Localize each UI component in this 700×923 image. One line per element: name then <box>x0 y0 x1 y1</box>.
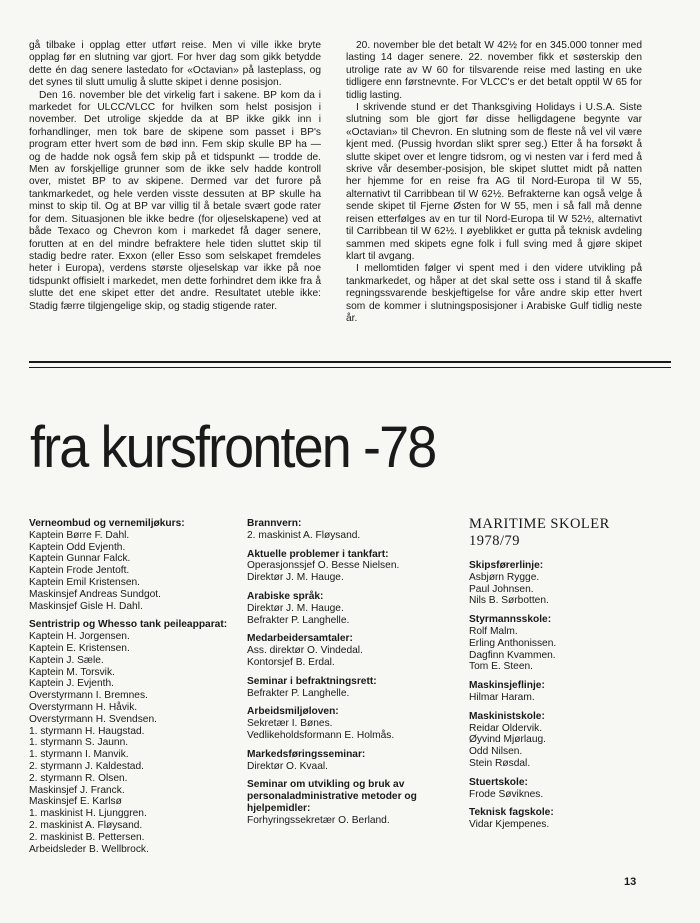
participant-name: Kaptein Frode Jentoft. <box>29 565 130 577</box>
course-list-left <box>29 518 239 862</box>
course-group <box>247 633 472 668</box>
article-paragraph: 20. november ble det betalt W 42½ for en 345.000 tonner med lasting 14 dager senere. 22. november fikk et søsterskip den utrolige rate av W 60 for tilsvarende reise med lasting en uke tidligere enn førstnevnte. For VLCC's er det betalt opptil W 65 for tidlig lasting. <box>346 40 642 101</box>
participant-name: Maskinsjef Gisle H. Dahl. <box>29 600 143 612</box>
participant-name: Kaptein J. Sæle. <box>29 654 104 666</box>
course-heading: Maskinsjeflinje: <box>469 680 545 692</box>
participant-name: Frode Søviknes. <box>469 788 544 800</box>
participant-name: 2. styrmann R. Olsen. <box>29 772 128 784</box>
course-group <box>469 777 669 801</box>
course-group <box>469 560 669 607</box>
maritime-schools-list <box>469 516 669 838</box>
participant-name: Kaptein Odd Evjenth. <box>29 541 126 553</box>
article-paragraph: gå tilbake i opplag etter utført reise. Men vi ville ikke bryte opplag før en slutning var gjort. For hver dag som gikk betydde dette én dag senere lastedato for «Octavian» på lasteplass, og det synes til slutt umulig å slutte skipet i denne posisjon. <box>29 40 321 89</box>
participant-name: 2. maskinist A. Fløysand. <box>247 529 361 541</box>
course-group <box>247 676 472 700</box>
article-paragraph: Den 16. november ble det virkelig fart i sakene. BP kom da i markedet for ULCC/VLCC for hvilken som helst posisjon i november. Det utrolige skjedde da at BP ikke gikk inn i forhandlinger, men tok bare de skipene som passet i BP's program etter hvert som de bød inn. Fem skip skulle BP ha — og de hadde nok også fem skip på et tidspunkt — trodde de. Men av forskjellige grunner som de ikke selv hadde kontroll over, mistet BP to av skipene. Dermed var det furore på tankmarkedet, og hele verden visste dessuten at BP skulle ha minst to skip til. Og at BP var villig til å betale svært gode rater for dem. Situasjonen ble ikke bedre (for oljeselskapene) ved at både Texaco og Chevron kom i markedet få dager senere, forutten at en del mindre befraktere hele tiden sluttet skip til stadig bedre rater. Exxon (eller Esso som selskapet fremdeles heter i Europa), verdens største oljeselskap var ikke på noe tidspunkt offisielt i markedet, men dette forhindret dem ikke fra å slutte det ene skipet etter det andre. Resultatet uteble ikke: Stadig færre tilgjengelige skip, og stadig stigende rater. <box>29 89 321 312</box>
participant-name: Tom E. Steen. <box>469 661 533 673</box>
course-heading: Seminar i befraktningsrett: <box>247 675 377 687</box>
course-group <box>247 591 472 626</box>
course-heading: Styrmannsskole: <box>469 614 552 626</box>
participant-name: Forhyringssekretær O. Berland. <box>247 814 390 826</box>
maritime-schools-title <box>469 516 669 550</box>
participant-name: 1. styrmann I. Manvik. <box>29 749 129 761</box>
participant-name: Vedlikeholdsformann E. Holmås. <box>247 729 395 741</box>
participant-name: Øyvind Mjørlaug. <box>469 734 546 746</box>
participant-name: Rolf Malm. <box>469 625 518 637</box>
course-heading: Brannvern: <box>247 518 302 529</box>
course-heading: Skipsførerlinje: <box>469 560 544 571</box>
course-group <box>247 749 472 773</box>
participant-name: Dagfinn Kvammen. <box>469 649 556 661</box>
participant-name: Vidar Kjempenes. <box>469 819 550 831</box>
participant-name: Befrakter P. Langhelle. <box>247 687 350 699</box>
participant-name: Kaptein Gunnar Falck. <box>29 553 131 565</box>
participant-name: Stein Røsdal. <box>469 757 531 769</box>
participant-name: Asbjørn Rygge. <box>469 571 540 583</box>
course-heading: Arabiske språk: <box>247 590 324 602</box>
course-group <box>469 614 669 673</box>
participant-name: Kaptein M. Torsvik. <box>29 666 115 678</box>
participant-name: Odd Nilsen. <box>469 746 523 758</box>
participant-name: Direktør J. M. Hauge. <box>247 572 344 584</box>
article-paragraph: I mellomtiden følger vi spent med i den videre utvikling på tankmarkedet, og håper at det skal sette oss i stand til å skaffe regningssvarende beskjeftigelse for våre andre skip etter hvert som de kommer i slutningsposisjoner i Arabiske Gulf tidlig neste år. <box>346 263 642 324</box>
article-right-column <box>346 40 642 325</box>
participant-name: Paul Johnsen. <box>469 583 534 595</box>
section-divider <box>29 361 671 363</box>
course-list-middle <box>247 518 472 834</box>
participant-name: Sekretær I. Bønes. <box>247 718 333 730</box>
maritime-schools-year: 1978/79 <box>469 533 521 549</box>
participant-name: Maskinsjef Andreas Sundgot. <box>29 588 161 600</box>
article-paragraph: I skrivende stund er det Thanksgiving Holidays i U.S.A. Siste slutning som ble gjort før disse helligdagene begynte var «Octavian» til Chevron. En slutning som de fleste nå vel vil være kjent med. (Pussig hvordan slikt sprer seg.) Etter å ha forsøkt å slutte skipet over et lengre tidsrom, og vi nesten var i ferd med å skrive vår desember-posisjon, ble skipet sluttet midt på natten her hjemme for en reise fra AG til Nord-Europa til W 55, alternativt til Carribbean til W 62½. Befrakterne kan også velge å sende skipet til Fjerne Østen for W 55, men i så fall må denne reisen etterfølges av en tur til Nord-Europa til W 52½, alternativt til Carribbean til W 62½. I øyeblikket er gutta på teknisk avdeling sammen med skipets egne folk i full sving med å gjøre skipet klart til avgang. <box>346 102 642 262</box>
participant-name: Overstyrmann I. Bremnes. <box>29 690 148 702</box>
course-heading: Medarbeidersamtaler: <box>247 633 353 645</box>
participant-name: Maskinsjef J. Franck. <box>29 784 125 796</box>
participant-name: 2. maskinist B. Pettersen. <box>29 831 145 843</box>
participant-name: 1. styrmann S. Jaunn. <box>29 737 129 749</box>
course-group <box>469 807 669 831</box>
participant-name: Maskinsjef E. Karlsø <box>29 796 122 808</box>
course-group <box>469 680 669 704</box>
participant-name: Erling Anthonissen. <box>469 637 557 649</box>
participant-name: Kaptein Børre F. Dahl. <box>29 529 130 541</box>
participant-name: Reidar Oldervik. <box>469 722 543 734</box>
participant-name: Overstyrmann H. Svendsen. <box>29 713 157 725</box>
participant-name: 2. styrmann J. Kaldestad. <box>29 760 144 772</box>
participant-name: Kaptein E. Kristensen. <box>29 642 130 654</box>
participant-name: Ass. direktør O. Vindedal. <box>247 645 363 657</box>
course-heading: Verneombud og vernemiljøkurs: <box>29 518 185 529</box>
course-group <box>29 619 239 855</box>
section-divider <box>29 367 671 368</box>
course-group <box>247 518 472 542</box>
course-group <box>247 706 472 741</box>
course-heading: Aktuelle problemer i tankfart: <box>247 548 389 560</box>
participant-name: Hilmar Haram. <box>469 691 535 703</box>
participant-name: Befrakter P. Langhelle. <box>247 614 350 626</box>
maritime-schools-groups <box>469 560 669 831</box>
participant-name: Direktør J. M. Hauge. <box>247 602 344 614</box>
course-group <box>469 711 669 770</box>
course-heading: Markedsføringsseminar: <box>247 748 366 760</box>
participant-name: Direktør O. Kvaal. <box>247 760 328 772</box>
course-heading: Teknisk fagskole: <box>469 807 554 819</box>
participant-name: Kaptein H. Jorgensen. <box>29 631 130 643</box>
page-number: 13 <box>624 876 637 888</box>
participant-name: Operasjonssjef O. Besse Nielsen. <box>247 560 400 572</box>
participant-name: 1. styrmann H. Haugstad. <box>29 725 145 737</box>
participant-name: Kaptein J. Evjenth. <box>29 678 114 690</box>
maritime-schools-title-line: MARITIME SKOLER <box>469 516 610 532</box>
course-group <box>29 518 239 612</box>
participant-name: 1. maskinist H. Ljunggren. <box>29 808 147 820</box>
participant-name: Kaptein Emil Kristensen. <box>29 576 140 588</box>
participant-name: Arbeidsleder B. Wellbrock. <box>29 843 149 855</box>
section-title: fra kursfronten -78 <box>30 415 436 480</box>
course-heading: Arbeidsmiljøloven: <box>247 706 339 718</box>
course-heading: Maskinistskole: <box>469 710 545 722</box>
course-heading: Stuertskole: <box>469 776 528 788</box>
participant-name: 2. maskinist A. Fløysand. <box>29 819 143 831</box>
participant-name: Nils B. Sørbotten. <box>469 595 549 607</box>
participant-name: Overstyrmann H. Håvik. <box>29 701 138 713</box>
course-heading: Seminar om utvikling og bruk av personaladministrative metoder og hjelpemidler: <box>247 779 417 814</box>
participant-name: Kontorsjef B. Erdal. <box>247 656 335 668</box>
course-group <box>247 779 472 826</box>
article-left-column <box>29 40 321 313</box>
course-group <box>247 549 472 584</box>
course-heading: Sentristrip og Whesso tank peileapparat: <box>29 619 228 631</box>
